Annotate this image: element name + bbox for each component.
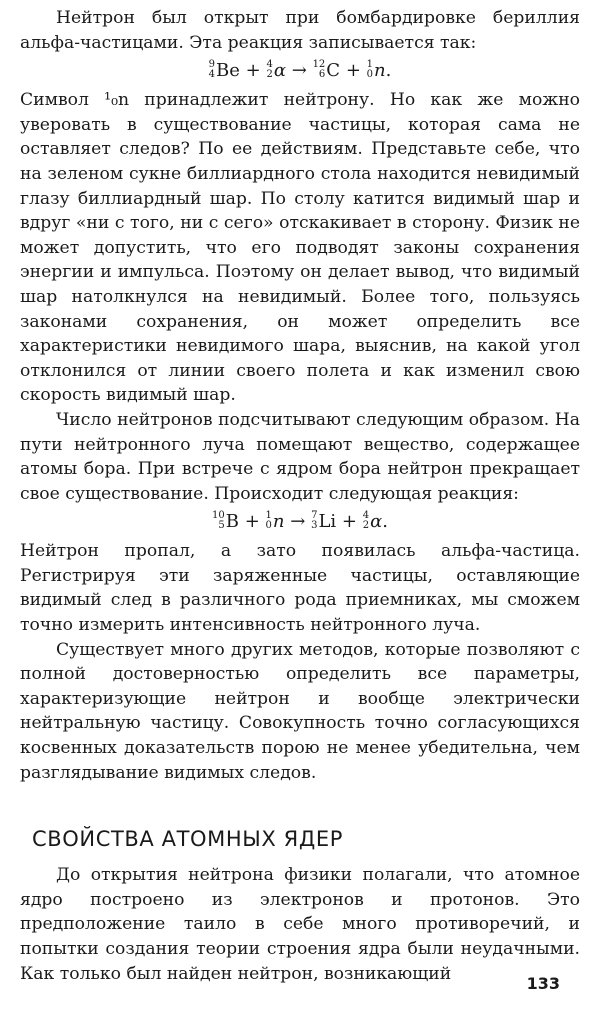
- isotope-alpha: 4 2: [362, 510, 370, 532]
- symbol-b: B: [225, 511, 239, 533]
- plus-sign: +: [245, 60, 261, 82]
- isotope-n: 1 0: [366, 59, 374, 81]
- formula-beryllium-reaction: 9 4 Be + 4 2 α → 12 6 C + 1 0 n.: [208, 59, 392, 82]
- paragraph-other-methods: Существует много других методов, которые позволяют с полной достоверностью определить все параметры, характеризующие нейтрон и вообще электрически нейтральную частицу. Совокупность точно согласующихся косвенных доказательств порою не менее убедительна, чем разглядывание видимых следов.: [20, 639, 580, 783]
- symbol-n: n: [272, 511, 285, 533]
- plus-sign: +: [345, 60, 361, 82]
- section-heading: СВОЙСТВА АТОМНЫХ ЯДЕР: [32, 827, 343, 852]
- symbol-be: Be: [216, 60, 240, 82]
- symbol-n: n: [374, 60, 386, 82]
- isotope-li: 7 3: [311, 510, 318, 532]
- paragraph-intro: Нейтрон был открыт при бомбардировке бериллия альфа-частицами. Эта реакция записывается так:: [20, 8, 580, 53]
- isotope-b: 10 5: [212, 510, 225, 532]
- paragraph-neutron-vanished: Нейтрон пропал, а зато появилась альфа-частица. Регистрируя эти заряженные частицы, оставляющие видимый след в различного рода приемниках, мы сможем точно измерить интенсивность нейтронного луча.: [20, 541, 580, 636]
- plus-sign: +: [244, 511, 260, 533]
- period: .: [382, 511, 388, 533]
- isotope-be: 9 4: [208, 59, 216, 81]
- paragraph-neutron-symbol: Символ ¹₀n принадлежит нейтрону. Но как же можно уверовать в существование частицы, которая сама не оставляет следов? По ее действиям. Представьте себе, что на зеленом сукне биллиардного стола находится невидимый глазу биллиардный шар. По столу катится видимый шар и вдруг «ни с того, ни с сего» отскакивает в сторону. Физик не может допустить, что его подводят законы сохранения энергии и импульса. Поэтому он делает вывод, что видимый шар натолкнулся на невидимый. Более того, пользуясь законами сохранения, он может определить все характеристики невидимого шара, выяснив, на какой угол отклонился от линии своего полета и как изменил свою скорость видимый шар.: [20, 90, 580, 406]
- arrow: →: [290, 511, 306, 533]
- page-number: 133: [526, 974, 560, 993]
- symbol-c: C: [326, 60, 341, 82]
- isotope-alpha: 4 2: [266, 59, 273, 81]
- symbol-li: Li: [318, 511, 337, 533]
- paragraph-counting: Число нейтронов подсчитывают следующим образом. На пути нейтронного луча помещают вещество, содержащее атомы бора. При встрече с ядром бора нейтрон прекращает свое существование. Происходит следующая реакция:: [20, 409, 580, 504]
- isotope-c: 12 6: [312, 59, 326, 81]
- formula-boron-reaction: [20, 508, 580, 535]
- book-page: [20, 6, 580, 1001]
- symbol-alpha: α: [370, 511, 383, 533]
- arrow: →: [291, 60, 307, 82]
- plus-sign: +: [341, 511, 357, 533]
- isotope-n: 1 0: [265, 510, 272, 532]
- paragraph-nucleus-history: До открытия нейтрона физики полагали, что атомное ядро построено из электронов и протонов. Это предположение таило в себе много противоречий, и попытки создания теории строения ядра были неудачными. Как только был найден нейтрон, возникающий: [20, 865, 580, 984]
- symbol-alpha: α: [273, 60, 286, 82]
